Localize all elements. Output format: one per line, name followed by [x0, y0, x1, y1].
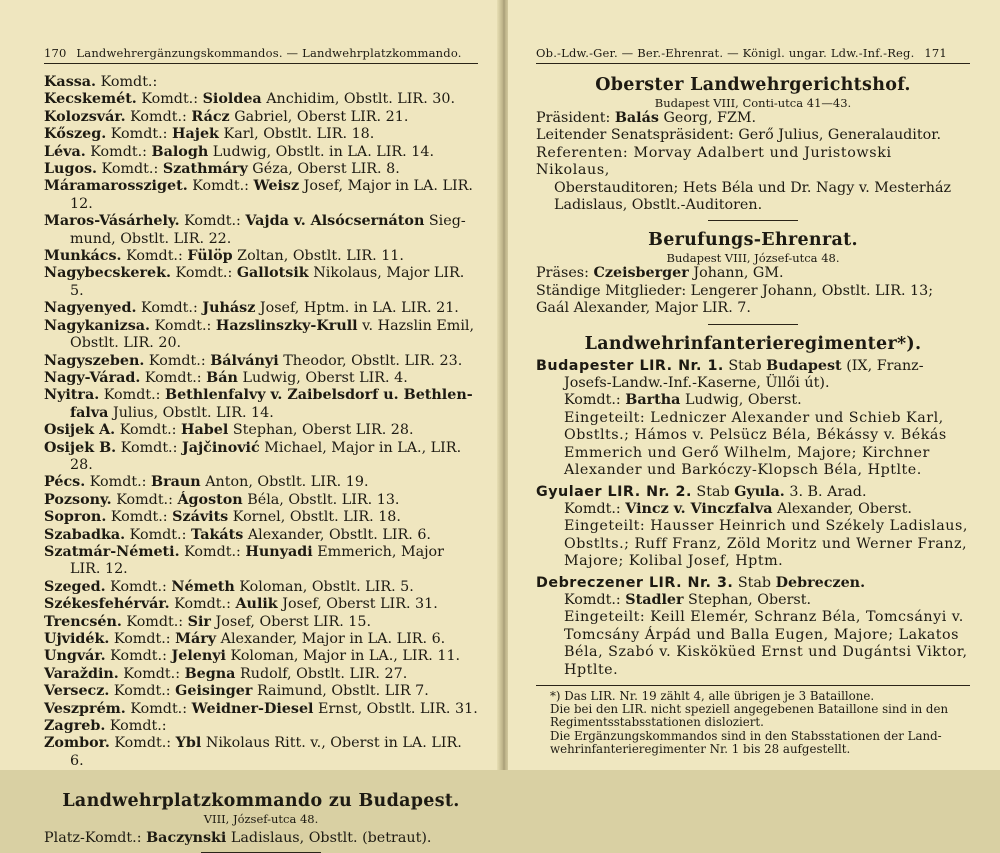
entry-label: Komdt.: [125, 526, 191, 543]
right-head-rule [536, 63, 970, 64]
entry-label: Komdt.: [106, 126, 173, 143]
entry-commander: Balogh [151, 143, 209, 160]
entry-place: Maros-Vásárhely. [44, 213, 180, 230]
entry-label: Komdt.: [105, 578, 172, 595]
court-heading: Oberster Landwehrgerichtshof. [595, 75, 911, 95]
entry-commander: Bálványi [210, 352, 279, 369]
entry-label: Komdt.: [105, 648, 172, 665]
entry-place: Nagykanizsa. [44, 317, 151, 334]
command-entry [44, 683, 478, 700]
footnote: *) Das LIR. Nr. 19 zählt 4, alle übrigen je 3 Bataillone. [550, 688, 875, 703]
entry-commander: Hazslinszky-Krull [215, 317, 358, 334]
regiment-komdt-label: Komdt.: [564, 392, 626, 409]
entry-place: Léva. [44, 143, 86, 160]
regiment-commander: Bartha [625, 392, 681, 409]
entry-commander: Gallotsik [236, 265, 309, 282]
command-entry [44, 248, 478, 265]
entry-commander: Németh [171, 578, 235, 595]
entry-details: Josef, Hptm. in LA. LIR. 21. [255, 300, 459, 317]
command-entry [44, 370, 478, 387]
regiment-assigned: Eingeteilt: Hausser Heinrich und Székely Ladislaus, Obstlts.; Ruff Franz, Zöld Moritz und Werner Franz, Majore; Kolibal Josef, Hptm. [564, 518, 968, 570]
command-entry [44, 91, 478, 108]
entry-details: Stephan, Oberst LIR. 28. [228, 422, 414, 439]
entry-place: Nyitra. [44, 387, 100, 404]
honor-president-name: Czeisberger [593, 265, 689, 282]
entry-details: Julius, Obstlt. LIR. 14. [108, 404, 274, 421]
entry-label: Komdt.: [85, 143, 152, 160]
entry-place: Ujvidék. [44, 631, 110, 647]
command-entry [44, 718, 478, 735]
regiment-commander-line [536, 592, 970, 609]
entry-commander: Rácz [191, 108, 230, 125]
entry-commander: Szávits [172, 509, 229, 526]
entry-place: Szabadka. [44, 526, 126, 543]
entry-details: Koloman, Obstlt. LIR. 5. [234, 578, 414, 595]
entry-label: Komdt.: [105, 718, 167, 735]
entry-details: Josef, Oberst LIR. 15. [210, 613, 372, 630]
command-entry [44, 161, 478, 178]
entry-place: Szeged. [44, 578, 106, 595]
regiment-commander: Vincz v. Vinczfalva [625, 500, 773, 517]
entry-details: Ludwig, Oberst LIR. 4. [237, 369, 408, 386]
platz-address: VIII, József-utca 48. [203, 812, 319, 827]
regiment-title-line [536, 358, 970, 393]
entry-place: Zombor. [44, 735, 110, 752]
regiment-assigned: Eingeteilt: Ledniczer Alexander und Schieb Karl, Obstlts.; Hámos v. Pelsücz Béla, Békássy v. Békás Emmerich und Gerő Wilhelm, Majore; Kirchner Alexander und Barkóczy-Klopsch Béla, Hptlte. [564, 409, 947, 479]
regiment-komdt-label: Komdt.: [564, 591, 626, 608]
entry-place: Zagreb. [44, 718, 106, 735]
left-running-head [44, 46, 480, 60]
entry-details: v. Hazslin Emil, Obstlt. LIR. 20. [70, 317, 475, 352]
command-entry [44, 440, 478, 475]
entry-label: Komdt.: [171, 265, 237, 282]
entry-details: Rudolf, Obstlt. LIR. 27. [235, 665, 408, 682]
footnotes [536, 690, 970, 756]
entry-details: Siegmund, Obstlt. LIR. 22. [70, 213, 466, 247]
entry-commander: Habel [180, 422, 229, 439]
entry-details: Géza, Oberst LIR. 8. [247, 161, 400, 178]
command-entry [44, 614, 478, 631]
regiment-title: Debreczener LIR. Nr. 3. [536, 574, 734, 591]
entry-label: Komdt.: [125, 108, 192, 125]
entry-commander: Weisz [253, 178, 300, 195]
entry-commander: Hunyadi [245, 543, 313, 560]
regiment-block [536, 358, 970, 480]
entry-label: Komdt.: [140, 369, 207, 386]
entry-place: Nagybecskerek. [44, 265, 171, 282]
command-entry [44, 527, 478, 544]
entry-details: Koloman, Major in LA., LIR. 11. [225, 648, 461, 665]
regiment-commander-details: Ludwig, Oberst. [680, 392, 802, 409]
entry-commander: Jajčinović [181, 439, 260, 456]
court-president-rest: Georg, FZM. [658, 110, 757, 126]
entry-place: Kolozsvár. [44, 108, 126, 125]
left-page [0, 0, 500, 847]
entry-place: Lugos. [44, 161, 98, 178]
platz-heading: Landwehrplatzkommando zu Budapest. [62, 791, 460, 812]
entry-commander: Ágoston [177, 491, 243, 508]
entry-commander: Bán [206, 369, 238, 386]
command-entry [44, 422, 478, 439]
entry-commander: Jelenyi [171, 648, 226, 665]
regiment-komdt-label: Komdt.: [564, 500, 626, 517]
command-entry [44, 701, 478, 718]
entry-label: Komdt.: [111, 491, 178, 508]
command-entry [44, 126, 478, 143]
entry-label: Komdt.: [97, 161, 163, 178]
command-entry [44, 492, 478, 509]
platz-rest: Ladislaus, Obstlt. (betraut). [226, 830, 432, 847]
entry-label: Komdt.: [136, 300, 203, 317]
command-entry [44, 579, 478, 596]
court-president [536, 110, 970, 127]
regiment-title: Budapester LIR. Nr. 1. [536, 357, 724, 374]
entry-place: Kőszeg. [44, 126, 107, 143]
entry-label: Komdt.: [179, 213, 246, 230]
entry-details: Josef, Major in LA. LIR. 12. [70, 178, 473, 212]
right-page [508, 0, 1000, 770]
entry-commander: Aulik [235, 596, 278, 613]
command-entry [44, 265, 478, 300]
entry-label: Komdt.: [136, 91, 203, 108]
command-entry [44, 353, 478, 370]
left-page-number: 170 [44, 46, 67, 60]
regiment-commander-details: Stephan, Oberst. [683, 591, 812, 608]
entry-commander: Sir [187, 613, 211, 630]
entry-place: Kecskemét. [44, 91, 137, 108]
honor-president-label: Präses: [536, 265, 594, 282]
entry-commander: Braun [151, 474, 201, 491]
command-entry [44, 735, 478, 770]
left-head-rule [44, 63, 478, 64]
regiment-title: Gyulaer LIR. Nr. 2. [536, 483, 692, 500]
entry-label: Komdt.: [109, 735, 176, 752]
command-entry [44, 144, 478, 161]
entry-label: Komdt.: [121, 248, 188, 265]
entry-details: Anchidim, Obstlt. LIR. 30. [261, 91, 456, 108]
entry-place: Varaždin. [44, 665, 119, 682]
command-list [44, 74, 478, 770]
entry-place: Máramarossziget. [44, 178, 188, 195]
entry-place: Sopron. [44, 509, 107, 526]
regiment-station: Debreczen. [775, 574, 866, 591]
command-entry [44, 178, 478, 213]
entry-details: Alexander, Obstlt. LIR. 6. [243, 526, 431, 543]
entry-label: Komdt.: [179, 543, 246, 560]
entry-place: Nagyszeben. [44, 352, 145, 369]
command-entry [44, 109, 478, 126]
command-entry [44, 387, 478, 422]
entry-commander: Ybl [175, 735, 202, 752]
footnote: Die Ergänzungskommandos sind in den Stabsstationen der Landwehrinfanterieregimenter Nr. 1 bis 28 aufgestellt. [550, 728, 942, 756]
entry-place: Veszprém. [44, 700, 126, 717]
entry-commander: Sioldea [202, 91, 262, 108]
regiment-commander-line [536, 501, 970, 518]
entry-place: Ungvár. [44, 648, 106, 665]
entry-commander: Weidner-Diesel [191, 700, 314, 717]
entry-commander: Takáts [190, 526, 244, 543]
entry-commander: Begna [184, 665, 236, 682]
court-senate: Leitender Senatspräsident: Gerő Julius, Generalauditor. [536, 127, 942, 144]
honor-president-rest: Johann, GM. [688, 265, 784, 282]
entry-label: Komdt.: [118, 665, 185, 682]
regiment-station: Gyula. [734, 483, 785, 500]
entry-place: Osijek A. [44, 422, 116, 439]
entry-label: Komdt.: [121, 613, 188, 630]
entry-commander: Vajda v. Alsócsernáton [245, 213, 425, 230]
command-entry [44, 596, 478, 613]
entry-details: Theodor, Obstlt. LIR. 23. [278, 352, 463, 369]
court-president-label: Präsident: [536, 110, 615, 126]
command-entry [44, 213, 478, 248]
entry-label: Komdt.: [99, 387, 165, 404]
entry-commander: Geisinger [175, 683, 253, 700]
entry-commander: Bethlenfalvy v. Zaibelsdorf u. Bethlenfalva [70, 387, 473, 421]
right-running-head-text: Ob.-Ldw.-Ger. — Ber.-Ehrenrat. — Königl. ungar. Ldw.-Inf.-Reg. [536, 46, 915, 60]
entry-details: Nikolaus Ritt. v., Oberst in LA. LIR. 6. [70, 735, 462, 769]
platz-label: Platz-Komdt.: [44, 830, 147, 847]
regiment-station-label: Stab [723, 357, 767, 374]
honor-president [536, 265, 970, 282]
entry-place: Osijek B. [44, 439, 117, 456]
entry-details: Nikolaus, Major LIR. 5. [70, 265, 465, 299]
regiment-commander: Stadler [625, 591, 684, 608]
entry-details: Anton, Obstlt. LIR. 19. [200, 474, 369, 491]
court-referents-line2: Oberstauditoren; Hets Béla und Dr. Nagy v. Mesterház Ladislaus, Obstlt.-Auditoren. [554, 179, 952, 214]
honor-address: Budapest VIII, József-utca 48. [666, 251, 840, 266]
entry-place: Kassa. [44, 74, 97, 90]
regiment-block [536, 575, 970, 679]
command-entry [44, 509, 478, 526]
entry-label: Komdt.: [169, 596, 236, 613]
entry-details: Béla, Obstlt. LIR. 13. [242, 491, 400, 508]
entry-details: Raimund, Obstlt. LIR 7. [252, 683, 429, 700]
entry-label: Komdt.: [109, 683, 176, 700]
right-body [536, 74, 970, 756]
entry-label: Komdt.: [109, 631, 176, 647]
entry-details: Karl, Obstlt. LIR. 18. [218, 126, 375, 143]
entry-label: Komdt.: [96, 74, 158, 90]
command-entry [44, 666, 478, 683]
command-entry [44, 474, 478, 491]
left-running-head-text: Landwehrergänzungskommandos. — Landwehrplatzkommando. [76, 46, 462, 60]
regiment-title-line [536, 575, 970, 592]
regiments-heading: Landwehrinfanterieregimenter*). [584, 333, 922, 354]
regiment-assigned: Eingeteilt: Keill Elemér, Schranz Béla, Tomcsányi v. Tomcsány Árpád und Balla Eugen, Majore; Lakatos Béla, Szabó v. Kisköküed Ernst und Dugántsi Viktor, Hptlte. [564, 609, 968, 678]
entry-label: Komdt.: [115, 422, 181, 439]
entry-details: Kornel, Obstlt. LIR. 18. [228, 509, 401, 526]
entry-place: Versecz. [44, 683, 110, 700]
entry-place: Pécs. [44, 474, 86, 491]
entry-place: Nagyenyed. [44, 300, 137, 317]
footnote-rule [536, 685, 970, 686]
regiment-station-label: Stab [691, 483, 735, 500]
command-entry [44, 74, 478, 91]
regiment-block [536, 484, 970, 571]
court-president-name: Balás [614, 110, 659, 126]
regiment-commander-line [536, 392, 970, 409]
entry-label: Komdt.: [187, 178, 254, 195]
right-running-head [536, 46, 970, 60]
entry-commander: Juhász [202, 300, 256, 317]
entry-commander: Hajek [172, 126, 219, 143]
entry-details: Josef, Oberst LIR. 31. [277, 596, 438, 613]
footnote: Die bei den LIR. nicht speziell angegebenen Bataillone sind in den Regimentsstabsstationen disloziert. [550, 702, 949, 730]
command-entry [44, 318, 478, 353]
entry-details: Ernst, Obstlt. LIR. 31. [313, 700, 478, 717]
entry-place: Nagy-Várad. [44, 369, 141, 386]
regiment-commander-details: Alexander, Oberst. [772, 500, 912, 517]
entry-commander: Fülöp [187, 248, 233, 265]
honor-members: Ständige Mitglieder: Lengerer Johann, Obstlt. LIR. 13; Gaál Alexander, Major LIR. 7. [536, 282, 934, 317]
right-page-number: 171 [924, 46, 947, 60]
entry-label: Komdt.: [150, 317, 216, 334]
regiment-title-line [536, 484, 970, 501]
regiment-station-details: 3. B. Arad. [784, 483, 867, 500]
left-body [44, 74, 478, 853]
regiment-station: Budapest [766, 357, 842, 374]
entry-label: Komdt.: [144, 352, 211, 369]
command-entry [44, 648, 478, 665]
command-entry [44, 544, 478, 579]
command-entry [44, 631, 478, 648]
entry-details: Alexander, Major in LA. LIR. 6. [216, 631, 446, 647]
command-entry [44, 300, 478, 317]
entry-label: Komdt.: [125, 700, 192, 717]
entry-place: Szatmár-Németi. [44, 543, 180, 560]
entry-label: Komdt.: [85, 474, 152, 491]
regiment-station-details: (IX, Franz-Josefs-Landw.-Inf.-Kaserne, Üllői út). [564, 357, 924, 392]
honor-heading: Berufungs-Ehrenrat. [648, 230, 858, 251]
entry-details: Emmerich, Major LIR. 12. [70, 543, 444, 578]
entry-details: Ludwig, Obstlt. in LA. LIR. 14. [208, 143, 435, 160]
platz-commander [44, 830, 478, 847]
entry-details: Michael, Major in LA., LIR. 28. [70, 439, 462, 473]
regiment-station-label: Stab [733, 574, 776, 591]
entry-commander: Máry [175, 631, 217, 647]
regiments-list [536, 358, 970, 679]
court-referents-line1: Referenten: Morvay Adalbert und Juristowski Nikolaus, [536, 144, 892, 179]
entry-place: Munkács. [44, 248, 122, 265]
entry-details: Gabriel, Oberst LIR. 21. [229, 108, 409, 125]
entry-details: Zoltan, Obstlt. LIR. 11. [232, 248, 404, 265]
entry-commander: Szathmáry [162, 161, 248, 178]
court-address: Budapest VIII, Conti-utca 41—43. [654, 96, 852, 110]
entry-label: Komdt.: [106, 509, 173, 526]
entry-place: Pozsony. [44, 491, 112, 508]
entry-label: Komdt.: [116, 439, 182, 456]
entry-place: Székesfehérvár. [44, 596, 170, 613]
platz-name: Baczynski [146, 830, 227, 847]
entry-place: Trencsén. [44, 613, 122, 630]
